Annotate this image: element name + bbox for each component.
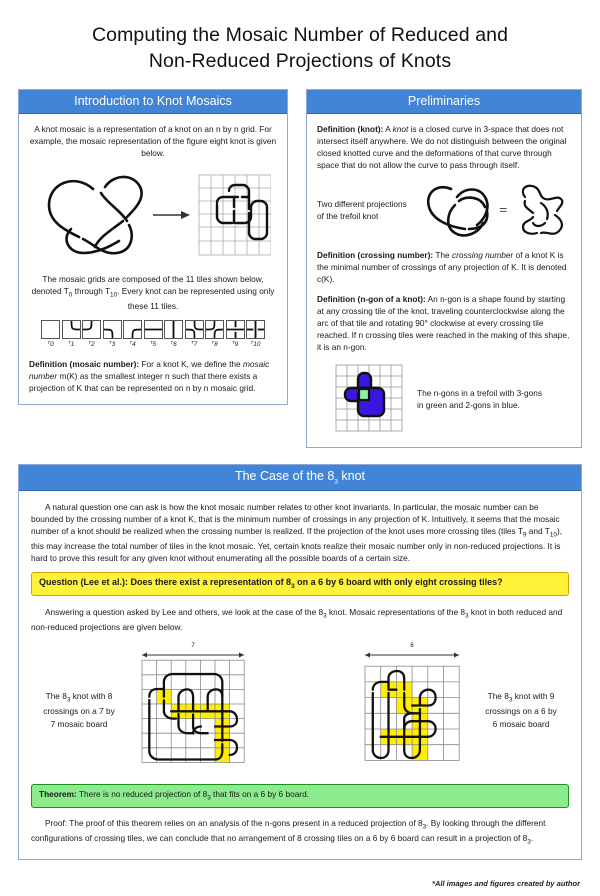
intro-p2-sub1: 0 — [68, 291, 73, 299]
panel-case-body — [19, 491, 581, 859]
equals-sign: = — [499, 202, 508, 219]
panel-introduction — [18, 89, 288, 405]
tile-T9-crossing-a — [226, 320, 245, 348]
page-title-line2: Non-Reduced Projections of Knots — [148, 50, 452, 73]
tile-T10-crossing-b — [246, 320, 265, 348]
intro-p2-post: . Every knot can be represented using only these 11 tiles. — [117, 285, 275, 311]
ngon-trefoil-figure — [317, 361, 571, 437]
tile-T7-double-arc-a — [185, 320, 204, 348]
ngon-caption: The n-gons in a trefoil with 3-gons in green and 2-gons in blue. — [417, 387, 542, 410]
definition-knot: Definition (knot): A knot is a closed curve in 3-space that does not intersect itself anywhere. We do not distinguish between the original closed knotted curve and the deformations of that curve through space that do not allow the curve to pass through itself. — [317, 123, 567, 170]
intro-paragraph-2 — [29, 273, 277, 312]
tile-label: $T_1$ — [67, 339, 75, 348]
mosaic-left-group — [31, 643, 251, 776]
intro-p2-sub2: 10 — [110, 291, 118, 299]
tile-label: $T_0$ — [47, 339, 54, 348]
mosaic-comparison-row — [31, 643, 569, 776]
mosaic-right-caption: The $8_3$ knot with 9 crossings on a 6 by 6 mosaic board — [485, 690, 557, 729]
dimension-arrow-icon — [365, 653, 459, 658]
proof-paragraph: Proof: The proof of this theorem relies on an analysis of the n-gons present in a reduced projection of $8_3$. By looking through the different configurations of crossing tiles, we can conclude that no arrangement of 8 crossing tiles on a 6 by 6 board can result in a projection of $8_3$. — [31, 818, 546, 846]
mosaic-right-dim-label: 6 — [410, 643, 414, 650]
dimension-arrow-icon — [142, 653, 244, 658]
tile-T0-blank — [41, 320, 60, 348]
panel-preliminaries — [306, 89, 582, 448]
tile-T3-arc-sw — [103, 320, 122, 348]
trefoil-standard — [428, 187, 487, 235]
mosaic-left-dim-label: 7 — [191, 643, 195, 650]
panel-case-of-83-knot — [18, 464, 582, 860]
ngon-trefoil-svg — [331, 361, 409, 437]
tile-label: $T_5$ — [149, 339, 157, 348]
trefoil-caption: Two different projections of the trefoil knot — [317, 198, 407, 221]
mosaic-right-group — [359, 643, 569, 776]
mosaic-left-figure — [135, 643, 251, 776]
panel-case-header: The Case of the $8_3$ knot — [19, 465, 581, 492]
tile-T2-arc-nw — [82, 320, 101, 348]
tile-label: $T_8$ — [211, 339, 218, 348]
case-paragraph-1: A natural question one can ask is how the knot mosaic number relates to other knot invariants. In particular, the mosaic number can be bounded by the crossing number of a knot K, that is the minimum number of crossings in any projection of K. Intuitively, it seems that the mosaic number of a knot should be realized when the crossing number is realized. If the projection of the knot uses more crossing tiles (tiles $T_9$ and $T_{10}$), this may increase the total number of tiles in the knot mosaic. Yet, certain knots realize their mosaic number only in non-reduced projections. It is hard to prove this result for any given knot without enumerating all the possible boards of a certain size. — [31, 502, 563, 564]
page-title — [18, 0, 582, 89]
tile-T8-double-arc-b — [205, 320, 224, 348]
mosaic-6x6-svg — [359, 649, 465, 771]
trefoil-deformed — [523, 185, 562, 233]
definition-crossing-number: Definition (crossing number): The crossing number of a knot K is the minimal number of crossings of any projection of K. It is denoted c(K). — [317, 249, 567, 284]
tile-label: $T_7$ — [190, 339, 198, 348]
mosaic-right-figure — [359, 643, 465, 776]
page-title-line1: Computing the Mosaic Number of Reduced and — [91, 24, 509, 46]
tile-label: $T_{10}$ — [250, 339, 261, 348]
case-paragraph-2: Answering a question asked by Lee and others, we look at the case of the $8_3$ knot. Mosaic representations of the $8_3$ knot in both reduced and non-reduced projections are given below. — [31, 607, 563, 633]
footnote: *All images and figures created by author — [432, 879, 580, 888]
panel-introduction-header: Introduction to Knot Mosaics — [19, 90, 287, 114]
tile-label: $T_4$ — [129, 339, 136, 348]
panel-preliminaries-body — [307, 114, 581, 447]
definition-mosaic-number: Definition (mosaic number): For a knot K, we define the mosaic number m(K) as the smallest integer n such that there exists a projection of K that can be represented on n by n mosaic grid. — [29, 358, 270, 393]
mosaic-left-caption: The $8_3$ knot with 8 crossings on a 7 by 7 mosaic board — [43, 690, 115, 729]
arrow-icon — [153, 211, 190, 219]
tile-label: $T_3$ — [108, 339, 116, 348]
mosaic-7x7-svg — [135, 649, 251, 771]
tile-label: $T_6$ — [170, 339, 177, 348]
definition-knot-label: Definition (knot): — [317, 123, 384, 134]
panel-preliminaries-header: Preliminaries — [307, 90, 581, 114]
tile-set-strip — [29, 320, 277, 348]
trefoil-projections-figure — [317, 179, 571, 241]
panel-introduction-body — [19, 114, 287, 404]
tile-T5-horizontal — [144, 320, 163, 348]
tile-label: $T_2$ — [88, 339, 95, 348]
figure-eight-knot-to-mosaic — [29, 167, 277, 263]
definition-crossing-number-label: Definition (crossing number): — [317, 249, 434, 260]
top-panels-row — [18, 89, 582, 448]
intro-p2-pre: The mosaic grids are composed of the 11 tiles shown below, denoted T — [31, 273, 264, 296]
intro-paragraph-1: A knot mosaic is a representation of a knot on an n by n grid. For example, the mosaic representation of the figure eight knot is given below. — [29, 123, 277, 158]
theorem-label: Theorem: — [39, 789, 77, 800]
definition-ngon: Definition (n-gon of a knot): An n-gon is a shape found by starting at any crossing tile of the knot, traveling counterclockwise along the arc of that tile and rotating 90° clockwise at every crossing tile reached. If n crossing tiles were reached in the making of this shape, it is an n-gon. — [317, 293, 570, 352]
question-callout: Question (Lee et al.): Does there exist a representation of $8_3$ on a 6 by 6 board with only eight crossing tiles? — [31, 572, 569, 596]
intro-p2-mid: through T — [72, 285, 111, 296]
tile-T1-arc-ne — [62, 320, 81, 348]
tile-T6-vertical — [164, 320, 183, 348]
tile-label: $T_9$ — [231, 339, 239, 348]
definition-ngon-label: Definition (n-gon of a knot): — [317, 293, 426, 304]
definition-mosaic-number-label: Definition (mosaic number): — [29, 358, 140, 369]
theorem-callout: Theorem: There is no reduced projection of $8_3$ that fits on a 6 by 6 board. — [31, 784, 569, 808]
tile-T4-arc-se — [123, 320, 142, 348]
figure-eight-svg — [35, 167, 271, 263]
trefoil-knot-pair-svg — [421, 179, 571, 241]
